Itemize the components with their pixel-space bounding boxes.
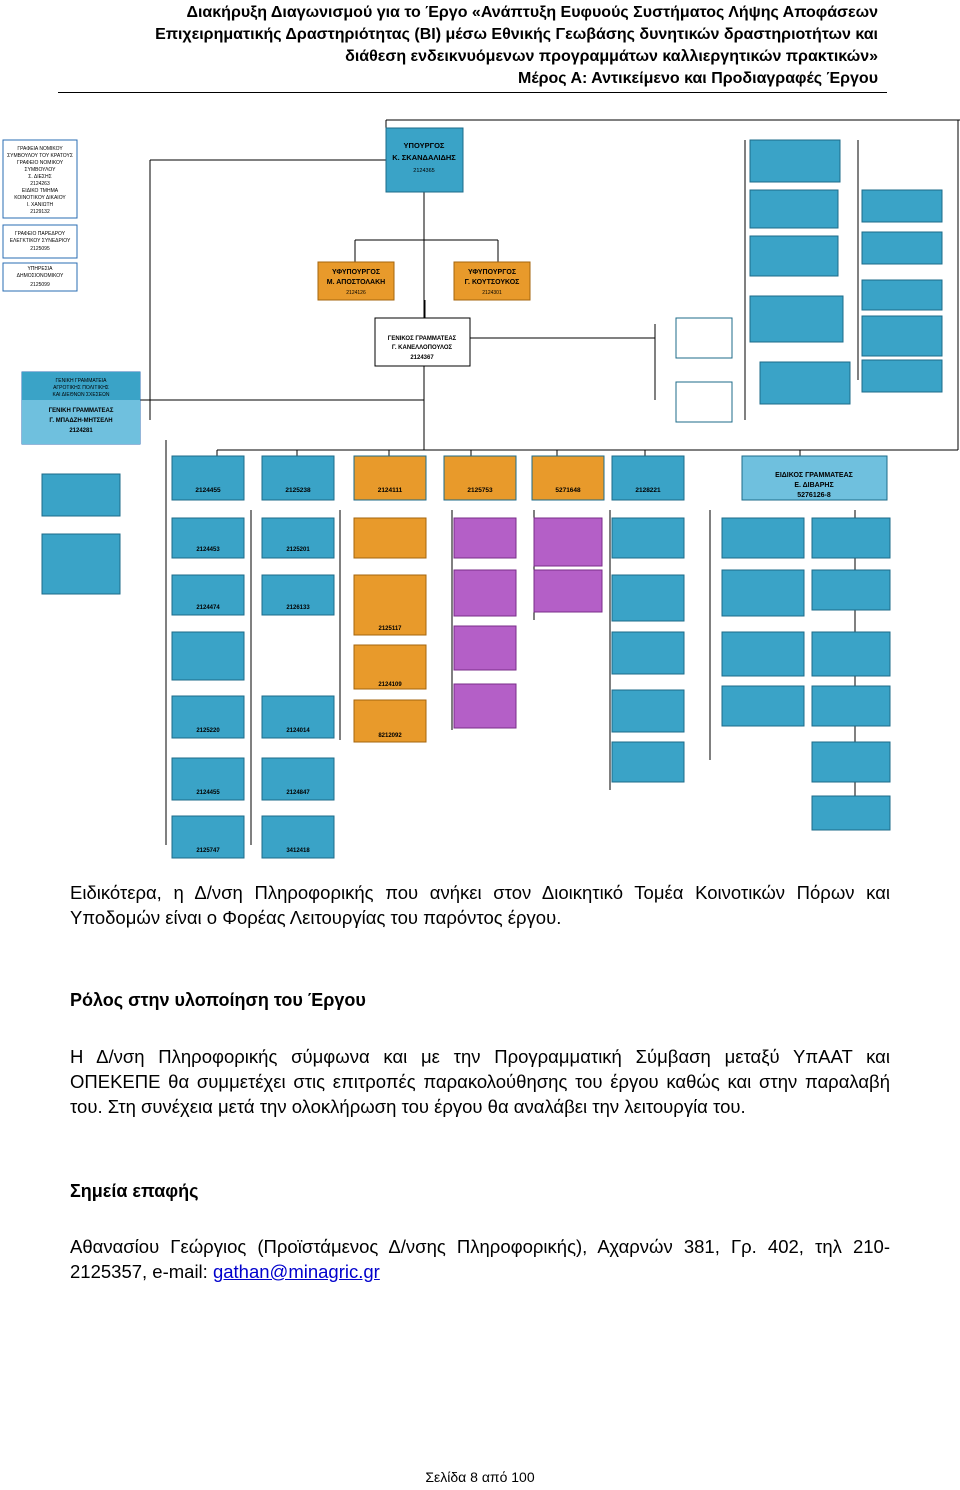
minister-name: Κ. ΣΚΑΝΔΑΛΙΔΗΣ [392, 153, 456, 162]
gen-sec2-title: ΓΕΝΙΚΗ ΓΡΑΜΜΑΤΕΑΣ [48, 408, 114, 414]
dept-phone: 2125201 [286, 547, 310, 553]
gen-sec-title: ΓΕΝΙΚΟΣ ΓΡΑΜΜΑΤΕΑΣ [387, 336, 457, 342]
svg-text:2125095: 2125095 [30, 246, 50, 252]
dept-phone: 2124455 [195, 487, 221, 494]
dept-phone: 2125117 [378, 626, 402, 632]
svg-text:2125099: 2125099 [30, 282, 50, 288]
deputy2-phone: 2124301 [482, 290, 502, 296]
deputy1-title: ΥΦΥΠΟΥΡΓΟΣ [331, 269, 381, 276]
dept-phone: 2124847 [286, 790, 310, 796]
svg-text:2124263: 2124263 [30, 181, 50, 187]
deputy1-phone: 2124126 [346, 290, 366, 296]
dept-phone: 5271648 [555, 487, 581, 494]
dept-phone: 2124453 [196, 547, 220, 553]
dept-phone: 2125747 [196, 848, 220, 854]
special-sec-title: ΕΙΔΙΚΟΣ ΓΡΑΜΜΑΤΕΑΣ [775, 472, 853, 479]
svg-text:2129132: 2129132 [30, 209, 50, 215]
paragraph-role: Η Δ/νση Πληροφορικής σύμφωνα και με την Προγραμματική Σύμβαση μεταξύ ΥπΑΑΤ και ΟΠΕΚΕΠΕ θα συμμετέχει στις επιτροπές παρακολούθησης του έργου καθώς και στην παραλαβή του. Στη συνέχεια μετά την ολοκλήρωση του έργου θα αναλάβει την λειτουργία του. [70, 1046, 890, 1117]
section-title-role: Ρόλος στην υλοποίηση του Έργου [70, 990, 366, 1010]
gen-sec-phone: 2124367 [410, 355, 434, 361]
dept-phone: 2124109 [378, 682, 402, 688]
svg-text:ΕΛΕΓΚΤΙΚΟΥ ΣΥΝΕΔΡΙΟΥ: ΕΛΕΓΚΤΙΚΟΥ ΣΥΝΕΔΡΙΟΥ [9, 238, 71, 244]
minister-title: ΥΠΟΥΡΓΟΣ [403, 141, 445, 150]
svg-text:ΓΡΑΦΕΙΟ ΠΑΡΕΔΡΟΥ: ΓΡΑΦΕΙΟ ΠΑΡΕΔΡΟΥ [14, 231, 66, 237]
minister-phone: 2124365 [413, 168, 435, 174]
svg-text:ΓΡΑΦΕΙΟ ΝΟΜΙΚΟΥ: ΓΡΑΦΕΙΟ ΝΟΜΙΚΟΥ [16, 160, 64, 166]
svg-text:ΣΥΜΒΟΥΛΟΥ ΤΟΥ ΚΡΑΤΟΥΣ: ΣΥΜΒΟΥΛΟΥ ΤΟΥ ΚΡΑΤΟΥΣ [7, 153, 73, 159]
dept-phone: 2125753 [467, 487, 493, 494]
svg-text:ΑΓΡΟΤΙΚΗΣ ΠΟΛΙΤΙΚΗΣ: ΑΓΡΟΤΙΚΗΣ ΠΟΛΙΤΙΚΗΣ [53, 385, 109, 391]
dept-phone: 2128221 [635, 487, 661, 494]
dept-phone: 2124474 [196, 605, 220, 611]
contact-text: Αθανασίου Γεώργιος (Προϊστάμενος Δ/νσης Πληροφορικής), Αχαρνών 381, Γρ. 402, τηλ 210-2125357, e-mail: [70, 1236, 890, 1282]
svg-text:ΚΟΙΝΟΤΙΚΟΥ ΔΙΚΑΙΟΥ: ΚΟΙΝΟΤΙΚΟΥ ΔΙΚΑΙΟΥ [14, 195, 66, 201]
svg-text:Σ. ΔΙΕΣΗΣ: Σ. ΔΙΕΣΗΣ [28, 174, 52, 180]
gen-sec-name: Γ. ΚΑΝΕΛΛΟΠΟΥΛΟΣ [391, 345, 453, 351]
paragraph-intro: Ειδικότερα, η Δ/νση Πληροφορικής που ανήκει στον Διοικητικό Τομέα Κοινοτικών Πόρων και Υποδομών είναι ο Φορέας Λειτουργίας του παρόντος έργου. [70, 882, 890, 928]
dept-phone: 2125238 [285, 487, 311, 494]
gen-sec2-name: Γ. ΜΠΑΔΖΗ-ΜΗΤΣΕΛΗ [49, 418, 113, 424]
svg-text:ΣΥΜΒΟΥΛΟΥ: ΣΥΜΒΟΥΛΟΥ [24, 167, 56, 173]
svg-text:ΚΑΙ ΔΙΕΘΝΩΝ ΣΧΕΣΕΩΝ: ΚΑΙ ΔΙΕΘΝΩΝ ΣΧΕΣΕΩΝ [52, 392, 110, 398]
deputy1-name: Μ. ΑΠΟΣΤΟΛΑΚΗ [326, 279, 386, 286]
contact-email-link[interactable]: gathan@minagric.gr [212, 1261, 380, 1282]
header-line-3: διάθεση ενδεικνυόμενων προγραμμάτων καλλιεργητικών πρακτικών» [345, 48, 878, 65]
dept-phone: 3412418 [286, 848, 310, 854]
dept-phone: 2124014 [286, 728, 310, 734]
special-sec-name: Ε. ΔΙΒΑΡΗΣ [794, 482, 834, 489]
svg-text:ΓΡΑΦΕΙΑ ΝΟΜΙΚΟΥ: ΓΡΑΦΕΙΑ ΝΟΜΙΚΟΥ [17, 146, 63, 152]
special-sec-phone: 5276126-8 [797, 492, 831, 499]
svg-text:ΕΙΔΙΚΟ ΤΜΗΜΑ: ΕΙΔΙΚΟ ΤΜΗΜΑ [21, 188, 59, 194]
page-footer: Σελίδα 8 από 100 [425, 1469, 535, 1485]
dept-phone: 2126133 [286, 605, 310, 611]
svg-text:ΔΗΜΟΣΙΟΝΟΜΙΚΟΥ: ΔΗΜΟΣΙΟΝΟΜΙΚΟΥ [16, 273, 64, 279]
header-line-1: Διακήρυξη Διαγωνισμού για το Έργο «Ανάπτυξη Ευφυούς Συστήματος Λήψης Αποφάσεων [186, 4, 878, 21]
dept-phone: 2125220 [196, 728, 220, 734]
dept-phone: 2124455 [196, 790, 220, 796]
dept-phone: 2124111 [377, 487, 403, 494]
deputy2-name: Γ. ΚΟΥΤΣΟΥΚΟΣ [464, 279, 520, 286]
svg-text:Ι. ΧΑΝΙΩΤΗ: Ι. ΧΑΝΙΩΤΗ [26, 202, 54, 208]
deputy2-title: ΥΦΥΠΟΥΡΓΟΣ [467, 269, 517, 276]
gen-sec2-phone: 2124281 [69, 428, 93, 434]
svg-text:ΥΠΗΡΕΣΙΑ: ΥΠΗΡΕΣΙΑ [27, 266, 53, 272]
header-line-2: Επιχειρηματικής Δραστηριότητας (BI) μέσω Εθνικής Γεωβάσης δυνητικών δραστηριοτήτων και [155, 26, 878, 43]
section-title-contact: Σημεία επαφής [70, 1181, 199, 1201]
header-line-4: Μέρος Α: Αντικείμενο και Προδιαγραφές Έργου [518, 70, 878, 87]
dept-phone: 8212092 [378, 733, 402, 739]
paragraph-contact [70, 1234, 890, 1284]
svg-text:ΓΕΝΙΚΗ ΓΡΑΜΜΑΤΕΙΑ: ΓΕΝΙΚΗ ΓΡΑΜΜΑΤΕΙΑ [55, 378, 107, 384]
